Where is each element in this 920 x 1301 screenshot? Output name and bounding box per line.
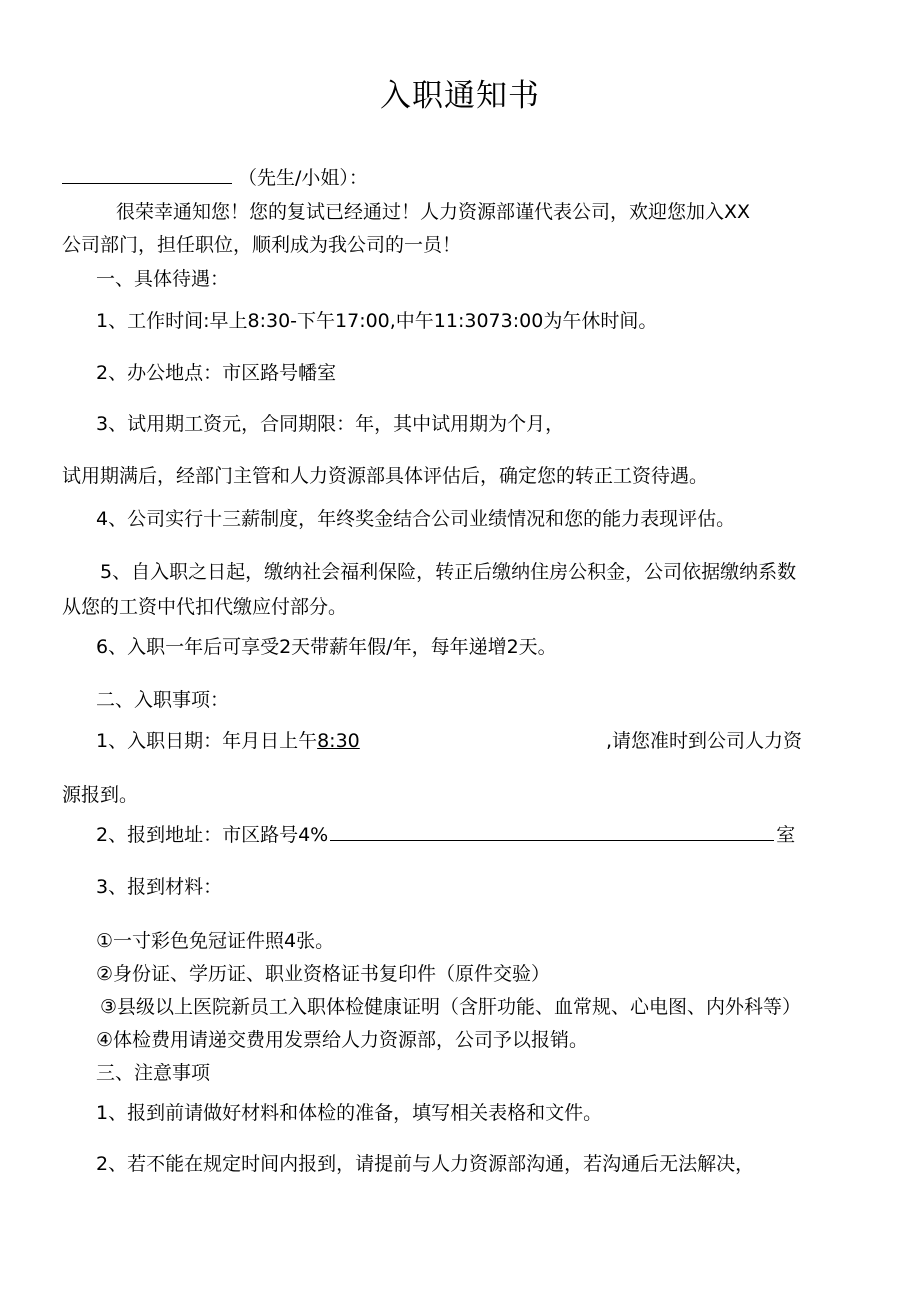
onboarding-date-cont: 源报到。 [62,784,139,806]
benefit-probation-salary-cont: 试用期满后，经部门主管和人力资源部具体评估后，确定您的转正工资待遇。 [62,465,709,487]
onboarding-address-prefix: 2、报到地址：市区路号4% [96,824,329,846]
material-item: ③县级以上医院新员工入职体检健康证明（含肝功能、血常规、心电图、内外科等） [100,996,802,1018]
onboarding-date-prefix: 1、入职日期：年月日上午 [96,730,318,752]
material-item: ①一寸彩色免冠证件照4张。 [96,930,335,952]
onboarding-address-suffix: 室 [776,824,796,846]
onboarding-time: 8:30 [317,730,360,752]
benefit-annual-leave: 6、入职一年后可享受2天带薪年假/年，每年递增2天。 [96,636,557,658]
benefit-office-location: 2、办公地点：市区路号幡室 [96,362,337,384]
section-heading-benefits: 一、具体待遇： [96,268,230,290]
address-blank [330,823,774,841]
material-item: ②身份证、学历证、职业资格证书复印件（原件交验） [96,963,551,985]
benefit-13th-salary: 4、公司实行十三薪制度，年终奖金结合公司业绩情况和您的能力表现评估。 [96,508,736,530]
benefit-probation-salary: 3、试用期工资元，合同期限：年，其中试用期为个月， [96,413,565,435]
note-prepare-materials: 1、报到前请做好材料和体检的准备，填写相关表格和文件。 [96,1102,603,1124]
intro-line-1: 很荣幸通知您！您的复试已经通过！人力资源部谨代表公司，欢迎您加入XX [116,201,751,223]
benefit-social-insurance: 5、自入职之日起，缴纳社会福利保险，转正后缴纳住房公积金，公司依据缴纳系数 [100,561,797,583]
benefit-social-insurance-cont: 从您的工资中代扣代缴应付部分。 [62,596,348,618]
salutation-line [62,166,368,190]
onboarding-materials-heading: 3、报到材料： [96,876,223,898]
document-title: 入职通知书 [380,78,540,114]
material-item: ④体检费用请递交费用发票给人力资源部，公司予以报销。 [96,1029,589,1051]
section-heading-notes: 三、注意事项 [96,1062,211,1084]
onboarding-date-line [96,729,360,753]
note-late-arrival: 2、若不能在规定时间内报到，请提前与人力资源部沟通，若沟通后无法解决， [96,1153,755,1175]
salutation-text: （先生/小姐）： [238,167,368,189]
intro-line-2: 公司部门，担任职位，顺利成为我公司的一员！ [62,234,462,256]
section-heading-onboarding: 二、入职事项： [96,689,230,711]
onboarding-address-line [96,823,795,847]
name-blank [62,166,232,184]
benefit-work-hours: 1、工作时间:早上8:30-下午17:00,中午11:3073:00为午休时间。 [96,310,658,332]
onboarding-date-suffix: ,请您准时到公司人力资 [606,730,803,752]
